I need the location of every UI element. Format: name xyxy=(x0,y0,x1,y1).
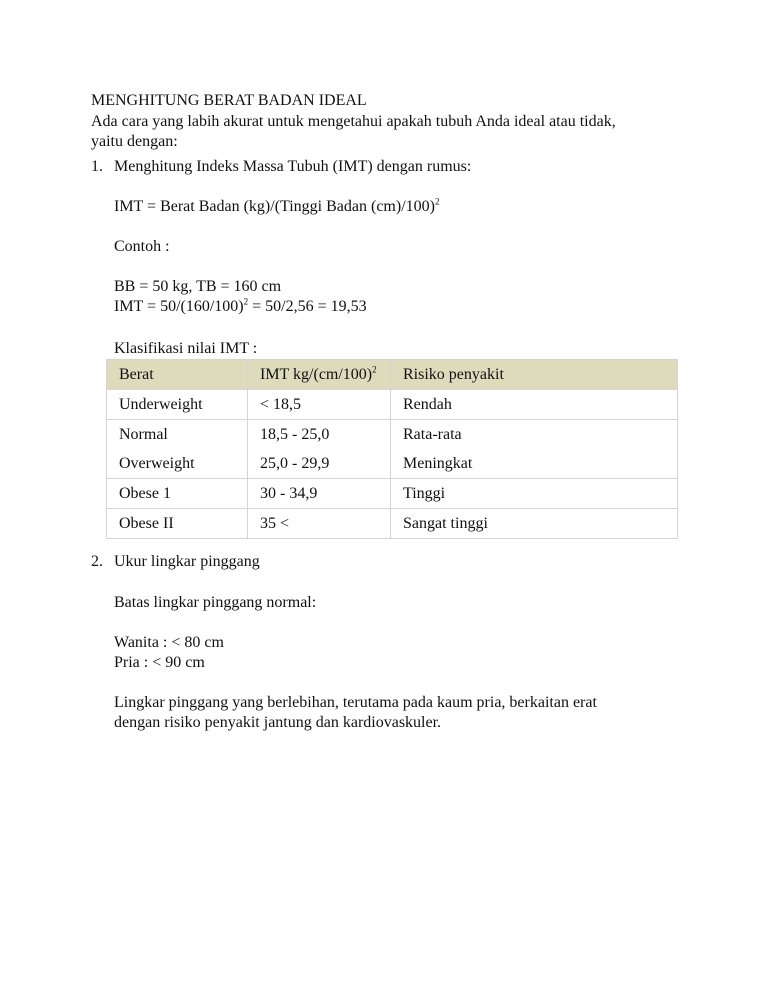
cell-berat: Normal xyxy=(107,420,248,450)
cell-risiko: Tinggi xyxy=(391,479,678,509)
example-line-2-exponent: 2 xyxy=(243,296,249,307)
table-caption: Klasifikasi nilai IMT : xyxy=(114,340,258,357)
example-line-1: BB = 50 kg, TB = 160 cm xyxy=(114,278,282,295)
header-imt xyxy=(248,360,391,390)
intro-line-1: Ada cara yang labih akurat untuk mengetahui apakah tubuh Anda ideal atau tidak, xyxy=(91,113,616,130)
cell-imt: 18,5 - 25,0 xyxy=(248,420,391,450)
imt-classification-table xyxy=(106,359,678,539)
item-2-heading: Ukur lingkar pinggang xyxy=(114,553,260,570)
cell-berat: Obese II xyxy=(107,509,248,539)
cell-risiko: Rata-rata xyxy=(391,420,678,450)
header-berat: Berat xyxy=(107,360,248,390)
cell-risiko: Sangat tinggi xyxy=(391,509,678,539)
item-2-number: 2. xyxy=(91,553,103,570)
header-risiko: Risiko penyakit xyxy=(391,360,678,390)
table-row xyxy=(107,449,678,479)
header-imt-exponent: 2 xyxy=(372,364,377,375)
cell-berat: Overweight xyxy=(107,449,248,479)
note-line-1: Lingkar pinggang yang berlebihan, terutama pada kaum pria, berkaitan erat xyxy=(114,694,597,711)
cell-imt: < 18,5 xyxy=(248,390,391,420)
table-row xyxy=(107,390,678,420)
cell-imt: 30 - 34,9 xyxy=(248,479,391,509)
table-row xyxy=(107,479,678,509)
item-1-heading: Menghitung Indeks Massa Tubuh (IMT) dengan rumus: xyxy=(114,158,472,175)
page-title: MENGHITUNG BERAT BADAN IDEAL xyxy=(91,92,367,109)
note-line-2: dengan risiko penyakit jantung dan kardiovaskuler. xyxy=(114,714,442,731)
cell-risiko: Meningkat xyxy=(391,449,678,479)
imt-formula-exponent: 2 xyxy=(434,196,440,207)
intro-line-2: yaitu dengan: xyxy=(91,133,178,150)
waist-wanita: Wanita : < 80 cm xyxy=(114,634,224,651)
cell-imt: 25,0 - 29,9 xyxy=(248,449,391,479)
cell-berat: Obese 1 xyxy=(107,479,248,509)
cell-imt: 35 < xyxy=(248,509,391,539)
example-line-2 xyxy=(114,297,367,317)
table-row xyxy=(107,420,678,450)
table-row xyxy=(107,509,678,539)
table-header-row xyxy=(107,360,678,390)
imt-formula xyxy=(114,197,439,217)
waist-pria: Pria : < 90 cm xyxy=(114,654,205,671)
cell-risiko: Rendah xyxy=(391,390,678,420)
waist-normal-label: Batas lingkar pinggang normal: xyxy=(114,594,317,611)
item-1-number: 1. xyxy=(91,158,103,175)
header-imt-text: IMT kg/(cm/100) xyxy=(260,365,373,383)
cell-berat: Underweight xyxy=(107,390,248,420)
example-label: Contoh : xyxy=(114,238,170,255)
imt-formula-text: IMT = Berat Badan (kg)/(Tinggi Badan (cm)/100) xyxy=(114,198,435,215)
example-line-2-a: IMT = 50/(160/100) xyxy=(114,298,244,315)
example-line-2-b: = 50/2,56 = 19,53 xyxy=(248,298,367,315)
